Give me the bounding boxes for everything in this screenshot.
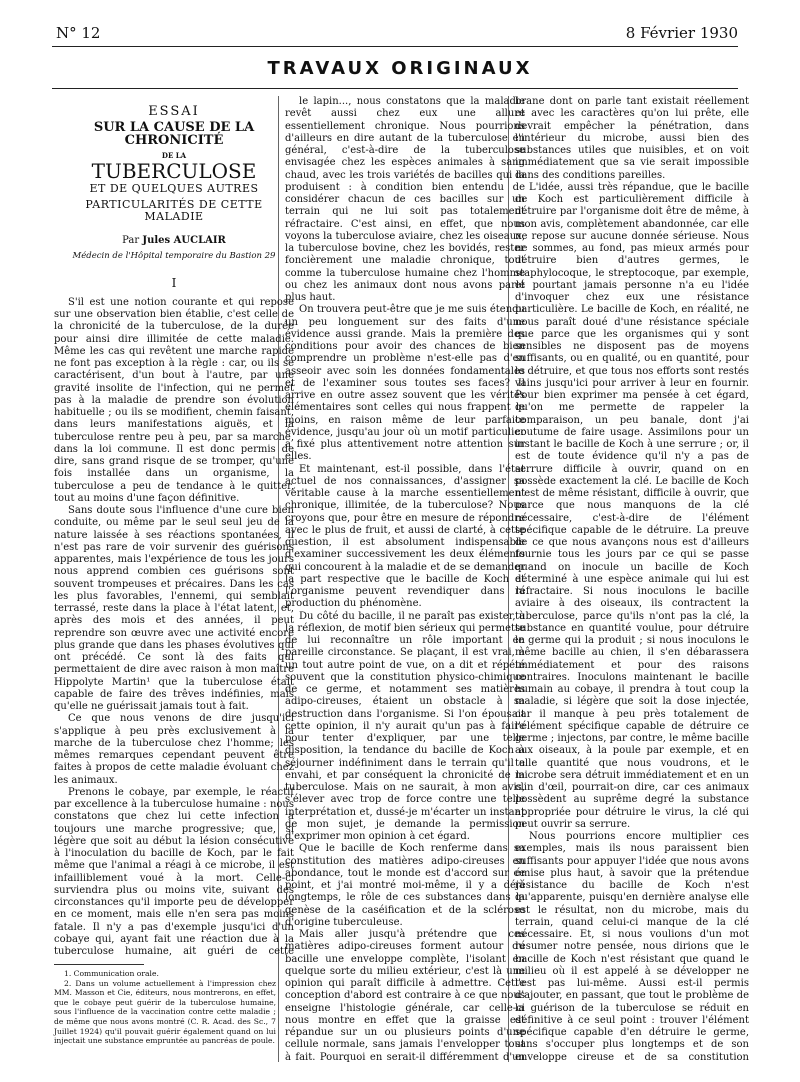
- author-affiliation: Médecin de l'Hôpital temporaire du Bastion 29: [72, 251, 276, 262]
- paragraph: On trouvera peut-être que je me suis étendu un peu longuement sur des faits d'une évidence aussi grande. Mais la première des conditions pour avoir des chances de bien comprendre un problème n'est-elle pas d'en asseoir avec soin les données fondamentales et de l'examiner sous toutes ses faces? Il arrive en outre assez souvent que les vérités élémentaires sont celles qui nous frappent le moins, en raison même de leur parfaite évidence, jusqu'au jour où un motif particulier a fixé plus attentivement notre attention sur elles.: [285, 304, 525, 463]
- author-name: Jules AUCLAIR: [142, 235, 226, 246]
- column-1: [54, 96, 294, 958]
- issue-date: 8 Février 1930: [625, 24, 738, 42]
- column-2: [285, 96, 525, 1064]
- title-essai: ESSAI: [148, 104, 200, 119]
- byline: [54, 235, 294, 247]
- column-3: [515, 96, 749, 1064]
- byline-prefix: Par: [122, 235, 140, 246]
- paragraph: le lapin..., nous constatons que la maladie revêt aussi chez eux une allure essentiellement chronique. Nous pourrions d'ailleurs en dire autant de la tuberculose en général, c'est-à-dire de la tuberculose envisagée chez les espèces animales à sang chaud, avec les trois variétés de bacilles qui la produisent : à condition bien entendu de considérer chacun de ces bacilles sur un terrain qui ne lui soit pas totalement réfractaire. C'est ainsi, en effet, que nous voyons la tuberculose aviaire, chez les oiseaux, la tuberculose bovine, chez les bovidés, rester foncièrement une maladie chronique, tout comme la tuberculose humaine chez l'homme ou chez les animaux dont nous avons parlé plus haut.: [285, 96, 525, 303]
- paragraph: Que le bacille de Koch renferme dans sa constitution des matières adipo-cireuses en abondance, tout le monde est d'accord sur ce point, et j'ai montré moi-même, il y a déjà longtemps, le rôle de ces substances dans la genèse de la caséification et de la sclérose d'origine tuberculeuse.: [285, 843, 525, 928]
- paragraph: brane dont on parle tant existait réellement et avec les caractères qu'on lui prête, elle devrait empêcher la pénétration, dans l'intérieur du microbe, aussi bien des substances utiles que nuisibles, et on voit immédiatement que sa vie serait impossible dans des conditions pareilles.: [515, 96, 749, 181]
- paragraph: Sans doute sous l'influence d'une cure bien conduite, ou même par le seul seul jeu de la nature laissée à ses réactions spontanées, il n'est pas rare de voir survenir des guérisons apparentes, mais l'expérience de tous les jours nous apprend combien ces guérisons sont souvent trompeuses et précaires. Dans les cas les plus favorables, l'ennemi, qui semblait terrassé, reste dans la place à l'état latent, et, après des mois et des années, il peut reprendre son œuvre avec une activité encore plus grande que dans les phases évolutives qui ont précédé. Ce sont là des faits qui permettaient de dire avec raison à mon maître Hippolyte Martin¹ que la tuberculose était capable de faire des trêves indéfinies, mais qu'elle ne guérissait jamais tout à fait.: [54, 505, 294, 712]
- paragraph: Mais aller jusqu'à prétendre que ces matières adipo-cireuses forment autour du bacille une enveloppe complète, l'isolant en quelque sorte du milieu extérieur, c'est là une opinion qui paraît difficile à admettre. Cette conception d'abord est contraire à ce que nous enseigne l'histologie générale, car celle-ci nous montre en effet que la graisse est répandue sur un ou plusieurs points d'une cellule normale, sans jamais l'envelopper tout à fait. Pourquoi en serait-il différemment d'un: [285, 929, 525, 1063]
- title-tuberculose: TUBERCULOSE: [91, 159, 257, 183]
- paragraph: Prenons le cobaye, par exemple, le réactif par excellence à la tuberculose humaine : nous constatons que chez lui cette infection a toujours une marche progressive; que, si légère que soit au début la lésion consécutive à l'inoculation du bacille de Koch, par le fait même que l'animal a réagi à ce microbe, il est infailliblement voué à la mort. Celle-ci surviendra plus ou moins vite, suivant des circonstances qu'il importe peu de développer en ce moment, mais elle n'en sera pas moins fatale. Il n'y a pas d'exemple jusqu'ici d'un cobaye qui, ayant fait une réaction due à la tuberculose humaine, ait guéri de cette: [54, 786, 294, 957]
- title-line-3: DE LA: [161, 150, 187, 160]
- paragraph: L'idée, aussi très répandue, que le bacille de Koch est particulièrement difficile à détruire par l'organisme doit être de même, à mon avis, complètement abandonnée, car elle ne repose sur aucune donnée sérieuse. Nous ne sommes, au fond, pas mieux armés pour détruire bien d'autres germes, le staphylocoque, le streptocoque, par exemple, et pourtant jamais personne n'a eu l'idée d'invoquer chez eux une résistance particulière. Le bacille de Koch, en réalité, ne nous paraît doué d'une résistance spéciale que parce que les organismes qui y sont sensibles ne disposent pas de moyens suffisants, ou en qualité, ou en quantité, pour le détruire, et que tous nos efforts sont restés vains jusqu'ici pour arriver à leur en fournir. Pour bien exprimer ma pensée à cet égard, qu'on me permette de rappeler la comparaison, un peu banale, dont j'ai coutume de faire usage. Assimilons pour un instant le bacille de Koch à une serrure ; or, il est de toute évidence qu'il n'y a pas de serrure difficile à ouvrir, quand on en possède exactement la clé. Le bacille de Koch n'est de même résistant, difficile à ouvrir, que parce que nous manquons de la clé nécessaire, c'est-à-dire de l'élément spécifique capable de le détruire. La preuve de ce que nous avançons nous est d'ailleurs fournie tous les jours par ce qui se passe quand on inocule un bacille de Koch déterminé à une espèce animale qui lui est réfractaire. Si nous inoculons le bacille aviaire à des oiseaux, ils contractent la tuberculose, parce qu'ils n'ont pas la clé, la substance en quantité voulue, pour détruire le germe qui la produit ; si nous inoculons le même bacille au chien, il s'en débarassera immédiatement et pour des raisons contraires. Inoculons maintenant le bacille humain au cobaye, il prendra à tout coup la maladie, si légère que soit la dose injectée, car il manque à peu près totalement de l'élément spécifique capable de détruire ce germe ; injectons, par contre, le même bacille aux oiseaux, à la poule par exemple, et en telle quantité que nous voudrons, et le microbe sera détruit immédiatement et en un clin d'œil, pourrait-on dire, car ces animaux possèdent au suprême degré la substance appropriée pour détruire le virus, la clé qui peut ouvrir sa serrure.: [515, 181, 749, 830]
- paragraph: Nous pourrions encore multiplier ces exemples, mais ils nous paraissent bien suffisants pour appuyer l'idée que nous avons émise plus haut, à savoir que la prétendue résistance du bacille de Koch n'est qu'apparente, puisqu'en dernière analyse elle est le résultat, non du microbe, mais du terrain, quand celui-ci manque de la clé nécessaire. Et, si nous voulions d'un mot résumer notre pensée, nous dirions que le bacille de Koch n'est résistant que quand le milieu où il est appelé à se développer ne l'est pas lui-même. Aussi est-il permis d'ajouter, en passant, que tout le problème de la guérison de la tuberculose se réduit en définitive à ce seul point : trouver l'élément spécifique capable d'en détruire le germe, sans s'occuper plus longtemps et de son enveloppe cireuse et de sa constitution: [515, 831, 749, 1063]
- paragraph: S'il est une notion courante et qui repose sur une observation bien établie, c'est celle de la chronicité de la tuberculose, de la durée pour ainsi dire illimitée de cette maladie. Même les cas qui revêtent une marche rapide ne font pas exception à la règle : car, ou ils se caractérisent, d'un bout à l'autre, par une gravité insolite de l'infection, qui ne permet pas à la maladie de prendre son évolution habituelle ; ou ils se modifient, chemin faisant, dans leurs manifestations aiguës, et la tuberculose rentre peu à peu, par sa marche, dans la loi commune. Il est donc permis de dire, sans grand risque de se tromper, qu'une fois installée dans un organisme, la tuberculose a peu de tendance à le quitter, tout au moins d'une façon définitive.: [54, 296, 294, 504]
- paragraph: Ce que nous venons de dire jusqu'ici s'applique à peu près exclusivement à la marche de la tuberculose chez l'homme; les mêmes remarques cependant peuvent être faites à propos de cette maladie évoluant chez les animaux.: [54, 713, 294, 786]
- header-rule: [52, 46, 738, 47]
- section-rule: [52, 88, 738, 89]
- title-line-5: ET DE QUELQUES AUTRES: [89, 182, 259, 196]
- footnotes: [54, 969, 276, 1046]
- article-title-block: [54, 106, 294, 289]
- issue-number: N° 12: [56, 24, 101, 42]
- section-numeral: I: [171, 275, 177, 290]
- paragraph: Du côté du bacille, il ne paraît pas exister, à la réflexion, de motif bien sérieux qui permette de lui reconnaître un rôle important en pareille circonstance. Se plaçant, il est vrai, à un tout autre point de vue, on a dit et répété souvent que la constitution physico-chimique de ce germe, et notamment ses matières adipo-cireuses, étaient un obstacle à sa destruction dans l'organisme. Si l'on épousait cette opinion, il n'y aurait qu'un pas à faire pour tenter d'expliquer, par une telle disposition, la tendance du bacille de Koch à séjourner indéfiniment dans le terrain qu'il a envahi, et par conséquent la chronicité de la tuberculose. Mais on ne saurait, à mon avis, s'élever avec trop de force contre une telle interprétation et, dussé-je m'écarter un instant de mon sujet, je demande la permission d'exprimer mon opinion à cet égard.: [285, 610, 525, 842]
- footnote-2: 2. Dans un volume actuellement à l'impression chez MM. Masson et Cie, éditeurs, nous montrerons, en effet, que le cobaye peut guérir de la tuberculose humaine, sous l'influence de la vaccination contre cette maladie ; de même que nous avons montré (C. R. Acad. des Sc., 7 Juillet 1924) qu'il pouvait guérir également quand on lui injectait une substance empruntée au pancréas de poule.: [54, 978, 276, 1046]
- footnotes-rule: [54, 964, 144, 965]
- title-line-2: SUR LA CAUSE DE LA CHRONICITÉ: [93, 120, 255, 148]
- paragraph: Et maintenant, est-il possible, dans l'état actuel de nos connaissances, d'assigner sa véritable cause à la marche essentiellement chronique, illimitée, de la tuberculose? Nous croyons que, pour être en mesure de répondre avec le plus de fruit, et aussi de clarté, à cette question, il est absolument indispensable d'examiner successivement les deux éléments qui concourent à la maladie et de se demander la part respective que le bacille de Koch et l'organisme peuvent revendiquer dans la production du phénomène.: [285, 463, 525, 610]
- section-title: TRAVAUX ORIGINAUX: [267, 58, 533, 79]
- footnote-1: 1. Communication orale.: [64, 969, 159, 978]
- title-line-6: PARTICULARITÉS DE CETTE MALADIE: [85, 197, 263, 223]
